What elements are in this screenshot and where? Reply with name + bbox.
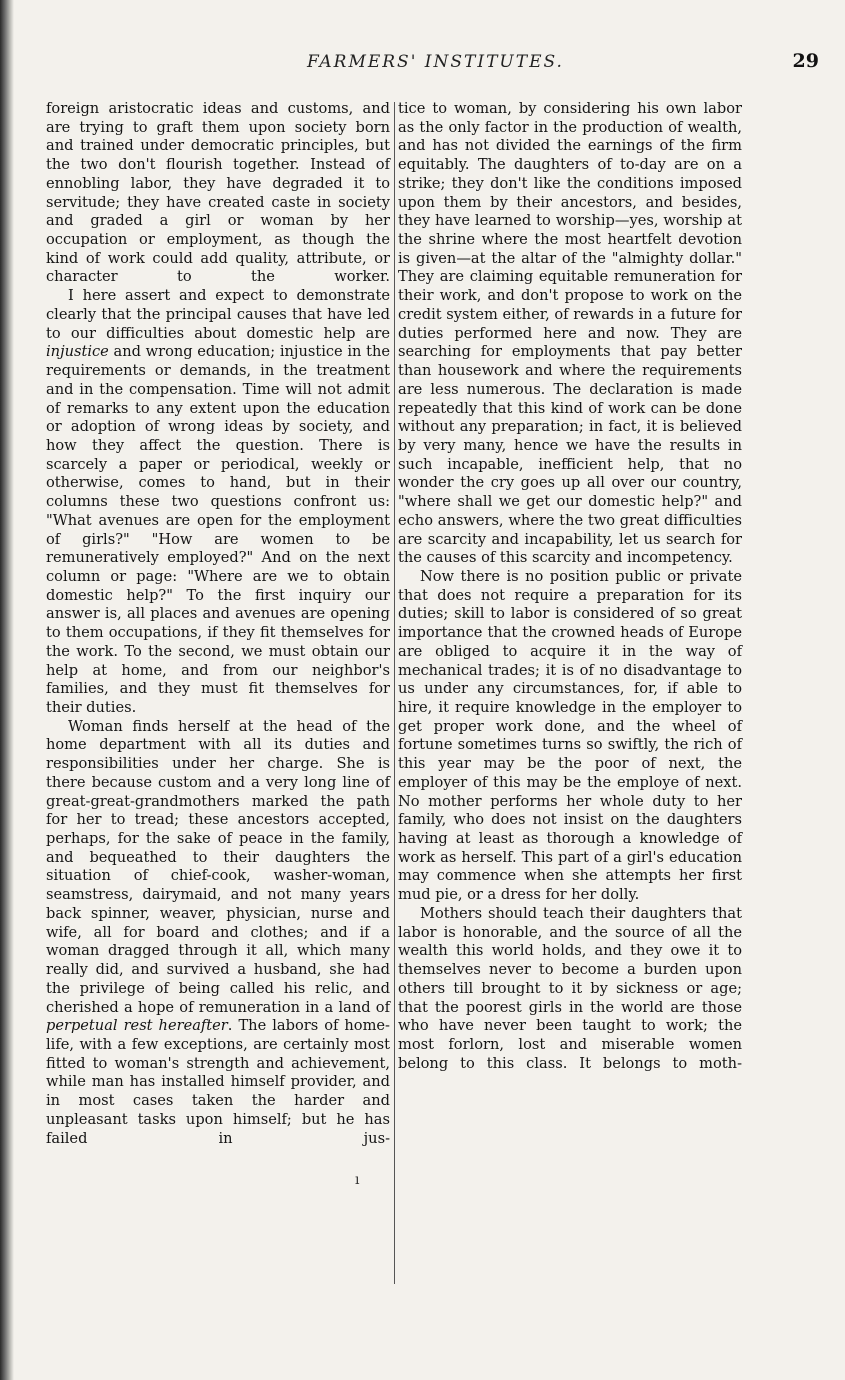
left-paragraph-3-text-b: . The labors of home-life, with a few exceptions, are certainly most fitted to woman's strength and achievement, while man has installed himself provider, and in most cases taken the harder and unpleasant tasks upon himself; but he has failed in jus- [46, 1017, 390, 1147]
left-paragraph-2-text-a: I here assert and expect to demonstrate clearly that the principal causes that have led to our difficulties about domestic help are [46, 287, 390, 342]
stray-print-mark: ı [355, 1172, 360, 1188]
right-paragraph-2: Now there is no position public or private that does not require a preparation for its duties; skill to labor is considered of so great importance that the crowned heads of Europe are obliged to acquire it in the way of mechanical trades; it is of no disadvantage to us under any circumstances, for, if able to hire, it require knowledge in the employer to get proper work done, and the wheel of fortune sometimes turns so swiftly, the rich of this year may be the poor of next, the employer of this may be the employe of next. No mother performs her whole duty to her family, who does not insist on the daughters having at least as thorough a knowledge of work as herself. This part of a girl's education may commence when she attempts her first mud pie, or a dress for her dolly. [398, 567, 742, 904]
left-paragraph-3-emphasis: perpetual rest hereafter [46, 1017, 228, 1035]
left-column [46, 100, 390, 1148]
page-binding-edge [0, 0, 14, 1380]
running-title: FARMERS' INSTITUTES. [307, 52, 564, 72]
page-number: 29 [792, 50, 819, 72]
page-header [48, 52, 823, 82]
text-columns [46, 100, 822, 1330]
column-divider [394, 102, 395, 1284]
left-paragraph-2-text-b: and wrong education; injustice in the requirements or demands, in the treatment and in the compensation. Time will not admit of remarks to any extent upon the education or adoption of wrong ideas by society, and how they affect the question. There is scarcely a paper or periodical, weekly or otherwise, comes to hand, but in their columns these two questions confront us: "What avenues are open for the employment of girls?" "How are women to be remuneratively employed?" And on the next column or page: "Where are we to obtain domestic help?" To the first inquiry our answer is, all places and avenues are opening to them occupations, if they fit themselves for the work. To the second, we must obtain our help at home, and from our neighbor's families, and they must fit themselves for their duties. [46, 343, 390, 716]
right-paragraph-1: tice to woman, by considering his own labor as the only factor in the production of wealth, and has not divided the earnings of the firm equitably. The daughters of to-day are on a strike; they don't like the conditions imposed upon them by their ancestors, and besides, they have learned to worship—yes, worship at the shrine where the most heartfelt devotion is given—at the altar of the "almighty dollar." They are claiming equitable remuneration for their work, and don't propose to work on the credit system either, of rewards in a future for duties performed here and now. They are searching for employments that pay better than housework and where the requirements are less numerous. The declaration is made repeatedly that this kind of work can be done without any preparation; in fact, it is believed by very many, hence we have the results in such incapable, inefficient help, that no wonder the cry goes up all over our country, "where shall we get our domestic help?" and echo answers, where the two great difficulties are scarcity and incapability, let us search for the causes of this scarcity and incompetency. [398, 100, 742, 567]
left-paragraph-1: foreign aristocratic ideas and customs, and are trying to graft them upon society born and trained under democratic principles, but the two don't flourish together. Instead of ennobling labor, they have degraded it to servitude; they have created caste in society and graded a girl or woman by her occupation or employment, as though the kind of work could add quality, attribute, or character to the worker. [46, 100, 390, 286]
left-paragraph-3-text-a: Woman finds herself at the head of the home department with all its duties and responsibilities under her charge. She is there because custom and a very long line of great-great-grandmothers marked the path for her to tread; these ancestors accepted, perhaps, for the sake of peace in the family, and bequeathed to their daughters the situation of chief-cook, washer-woman, seamstress, dairymaid, and not many years back spinner, weaver, physician, nurse and wife, all for board and clothes; and if a woman dragged through it all, which many really did, and survived a husband, she had the privilege of being called his relic, and cherished a hope of remuneration in a land of [46, 717, 390, 1016]
left-paragraph-2 [46, 287, 390, 718]
right-column [398, 100, 742, 1073]
left-paragraph-3 [46, 718, 390, 1149]
right-paragraph-3: Mothers should teach their daughters that labor is honorable, and the source of all the wealth this world holds, and they owe it to themselves never to become a burden upon others till brought to it by sickness or age; that the poorest girls in the world are those who have never been taught to work; the most forlorn, lost and miserable women belong to this class. It belongs to moth- [398, 904, 742, 1072]
left-paragraph-2-emphasis: injustice [46, 343, 109, 361]
